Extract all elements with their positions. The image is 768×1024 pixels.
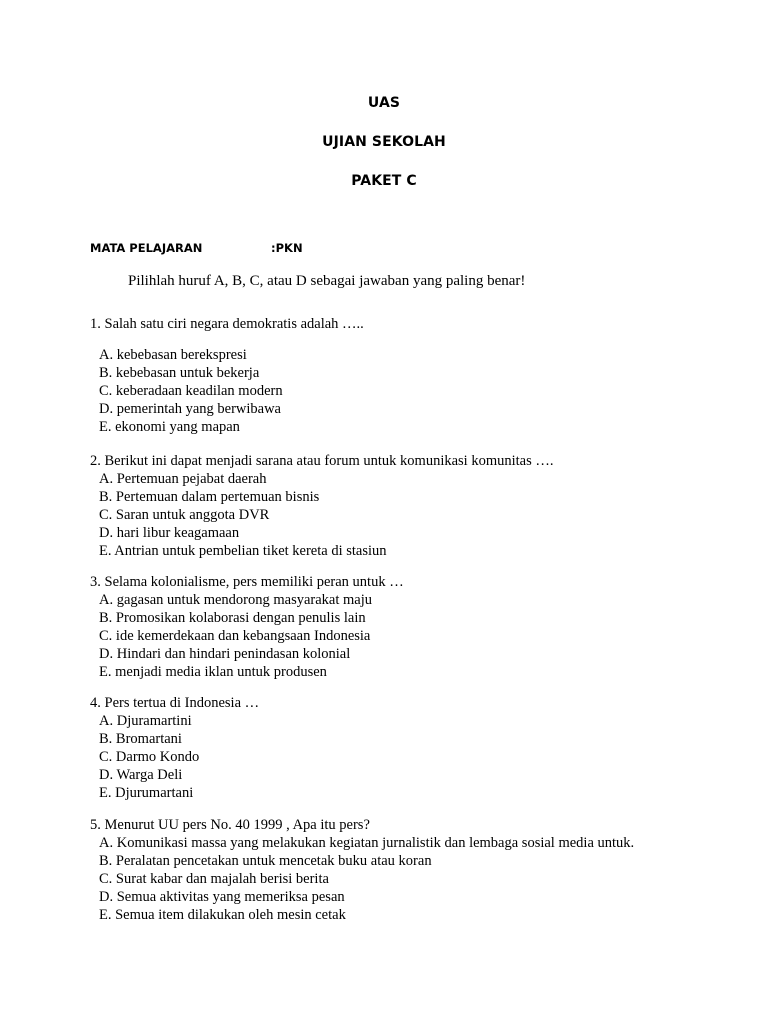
option-item: B. Promosikan kolaborasi dengan penulis lain [99, 610, 366, 626]
option-list [90, 712, 259, 802]
option-list [90, 346, 364, 436]
option-item: A. kebebasan berekspresi [99, 347, 247, 363]
subject-value: :PKN [271, 241, 303, 255]
instruction-text: Pilihlah huruf A, B, C, atau D sebagai jawaban yang paling benar! [128, 273, 526, 289]
option-list [90, 591, 404, 681]
option-item: C. Darmo Kondo [99, 749, 200, 765]
option-item: E. menjadi media iklan untuk produsen [99, 664, 327, 680]
option-item: C. ide kemerdekaan dan kebangsaan Indonesia [99, 628, 371, 644]
option-item: C. Saran untuk anggota DVR [99, 507, 270, 523]
question-5 [90, 816, 634, 924]
question-text: 1. Salah satu ciri negara demokratis adalah ….. [90, 316, 364, 332]
option-item: D. Warga Deli [99, 767, 183, 783]
question-2 [90, 452, 554, 560]
question-text: 5. Menurut UU pers No. 40 1999 , Apa itu pers? [90, 817, 370, 833]
option-item: B. kebebasan untuk bekerja [99, 365, 260, 381]
option-item: D. Semua aktivitas yang memeriksa pesan [99, 889, 345, 905]
option-list [90, 834, 634, 924]
option-item: B. Peralatan pencetakan untuk mencetak buku atau koran [99, 853, 432, 869]
option-item: E. Semua item dilakukan oleh mesin cetak [99, 907, 346, 923]
option-item: A. Pertemuan pejabat daerah [99, 471, 267, 487]
option-item: D. pemerintah yang berwibawa [99, 401, 281, 417]
question-text: 2. Berikut ini dapat menjadi sarana atau forum untuk komunikasi komunitas …. [90, 453, 554, 469]
option-item: E. Antrian untuk pembelian tiket kereta di stasiun [99, 543, 387, 559]
option-item: E. Djurumartani [99, 785, 194, 801]
question-text: 4. Pers tertua di Indonesia … [90, 695, 260, 711]
option-item: A. Djuramartini [99, 713, 192, 729]
option-item: A. Komunikasi massa yang melakukan kegiatan jurnalistik dan lembaga sosial media untuk. [99, 835, 635, 851]
option-item: B. Bromartani [99, 731, 182, 747]
option-item: A. gagasan untuk mendorong masyarakat maju [99, 592, 373, 608]
exam-title: UAS [367, 95, 401, 111]
exam-package: PAKET C [351, 173, 417, 189]
option-item: D. hari libur keagamaan [99, 525, 240, 541]
option-list [90, 470, 554, 560]
subject-label: MATA PELAJARAN [90, 241, 203, 255]
question-1 [90, 315, 364, 436]
option-item: D. Hindari dan hindari penindasan kolonial [99, 646, 351, 662]
question-4 [90, 694, 259, 802]
option-item: B. Pertemuan dalam pertemuan bisnis [99, 489, 320, 505]
option-item: E. ekonomi yang mapan [99, 419, 240, 435]
option-item: C. keberadaan keadilan modern [99, 383, 283, 399]
option-item: C. Surat kabar dan majalah berisi berita [99, 871, 329, 887]
question-3 [90, 573, 404, 681]
exam-subtitle: UJIAN SEKOLAH [322, 134, 446, 150]
question-text: 3. Selama kolonialisme, pers memiliki peran untuk … [90, 574, 404, 590]
